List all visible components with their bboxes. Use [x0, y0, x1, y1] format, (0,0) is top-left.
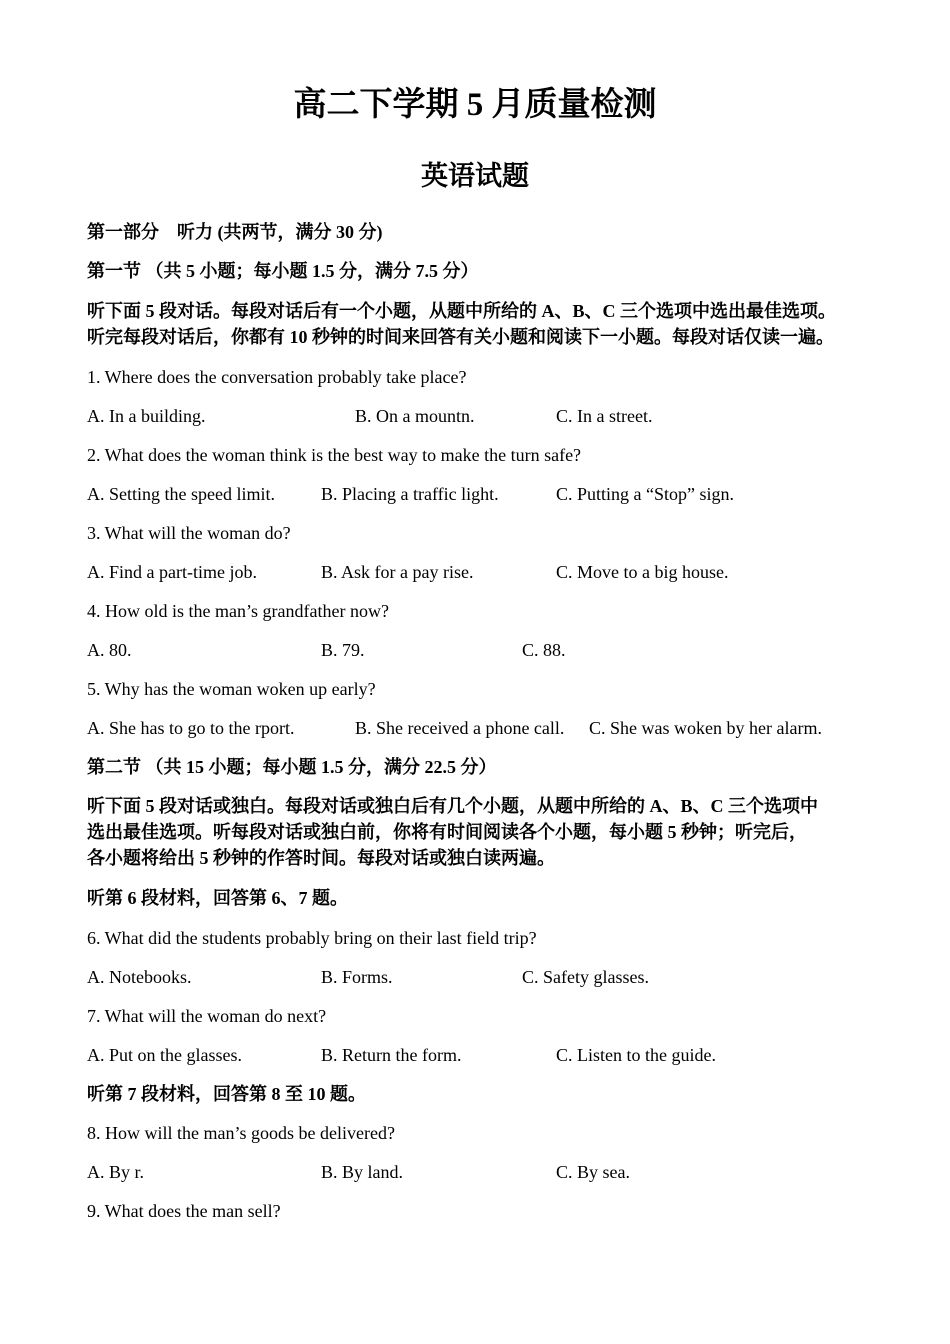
- question-text: 5. Why has the woman woken up early?: [87, 679, 376, 699]
- option-c: C. Safety glasses.: [522, 967, 649, 987]
- option-c: C. Listen to the guide.: [556, 1045, 716, 1065]
- part-heading: 第一部分 听力 (共两节，满分 30 分): [87, 222, 383, 242]
- option-a: A. Put on the glasses.: [87, 1045, 242, 1065]
- question-text: 7. What will the woman do next?: [87, 1006, 327, 1026]
- page-subtitle: 英语试题: [421, 161, 529, 191]
- option-b: B. Placing a traffic light.: [321, 484, 499, 504]
- option-a: A. Find a part-time job.: [87, 562, 257, 582]
- option-a: A. Setting the speed limit.: [87, 484, 275, 504]
- option-a: A. In a building.: [87, 406, 206, 426]
- option-b: B. Return the form.: [321, 1045, 462, 1065]
- question-text: 8. How will the man’s goods be delivered?: [87, 1123, 395, 1143]
- option-b: B. On a mountn.: [355, 406, 475, 426]
- instruction-line: 各小题将给出 5 秒钟的作答时间。每段对话或独白读两遍。: [87, 848, 555, 868]
- option-a: A. Notebooks.: [87, 967, 192, 987]
- option-b: B. By land.: [321, 1162, 404, 1182]
- instruction-line: 听完每段对话后，你都有 10 秒钟的时间来回答有关小题和阅读下一小题。每段对话仅读一遍。: [87, 327, 834, 347]
- material-heading: 听第 6 段材料，回答第 6、7 题。: [87, 888, 348, 908]
- option-b: B. Ask for a pay rise.: [321, 562, 474, 582]
- option-b: B. 79.: [321, 640, 365, 660]
- section-heading: 第二节 （共 15 小题；每小题 1.5 分，满分 22.5 分）: [87, 757, 497, 777]
- option-c: C. Putting a “Stop” sign.: [556, 484, 735, 504]
- instruction-line: 选出最佳选项。听每段对话或独白前，你将有时间阅读各个小题，每小题 5 秒钟；听完后，: [87, 822, 807, 842]
- question-text: 4. How old is the man’s grandfather now?: [87, 601, 389, 621]
- option-c: C. Move to a big house.: [556, 562, 729, 582]
- section-heading: 第一节 （共 5 小题；每小题 1.5 分，满分 7.5 分）: [87, 261, 479, 281]
- instruction-line: 听下面 5 段对话。每段对话后有一个小题，从题中所给的 A、B、C 三个选项中选出最佳选项。: [87, 301, 836, 321]
- question-text: 2. What does the woman think is the best way to make the turn safe?: [87, 445, 582, 465]
- option-a: A. She has to go to the rport.: [87, 718, 295, 738]
- option-a: A. 80.: [87, 640, 132, 660]
- question-text: 6. What did the students probably bring on their last field trip?: [87, 928, 537, 948]
- option-b: B. She received a phone call.: [355, 718, 565, 738]
- question-text: 3. What will the woman do?: [87, 523, 291, 543]
- question-text: 1. Where does the conversation probably take place?: [87, 367, 467, 387]
- option-b: B. Forms.: [321, 967, 393, 987]
- option-c: C. In a street.: [556, 406, 653, 426]
- option-c: C. She was woken by her alarm.: [589, 718, 822, 738]
- question-text: 9. What does the man sell?: [87, 1201, 281, 1221]
- option-c: C. By sea.: [556, 1162, 630, 1182]
- option-c: C. 88.: [522, 640, 566, 660]
- instruction-line: 听下面 5 段对话或独白。每段对话或独白后有几个小题，从题中所给的 A、B、C 三个选项中: [87, 796, 818, 816]
- option-a: A. By r.: [87, 1162, 145, 1182]
- page-title: 高二下学期 5 月质量检测: [293, 87, 657, 123]
- material-heading: 听第 7 段材料，回答第 8 至 10 题。: [87, 1084, 366, 1104]
